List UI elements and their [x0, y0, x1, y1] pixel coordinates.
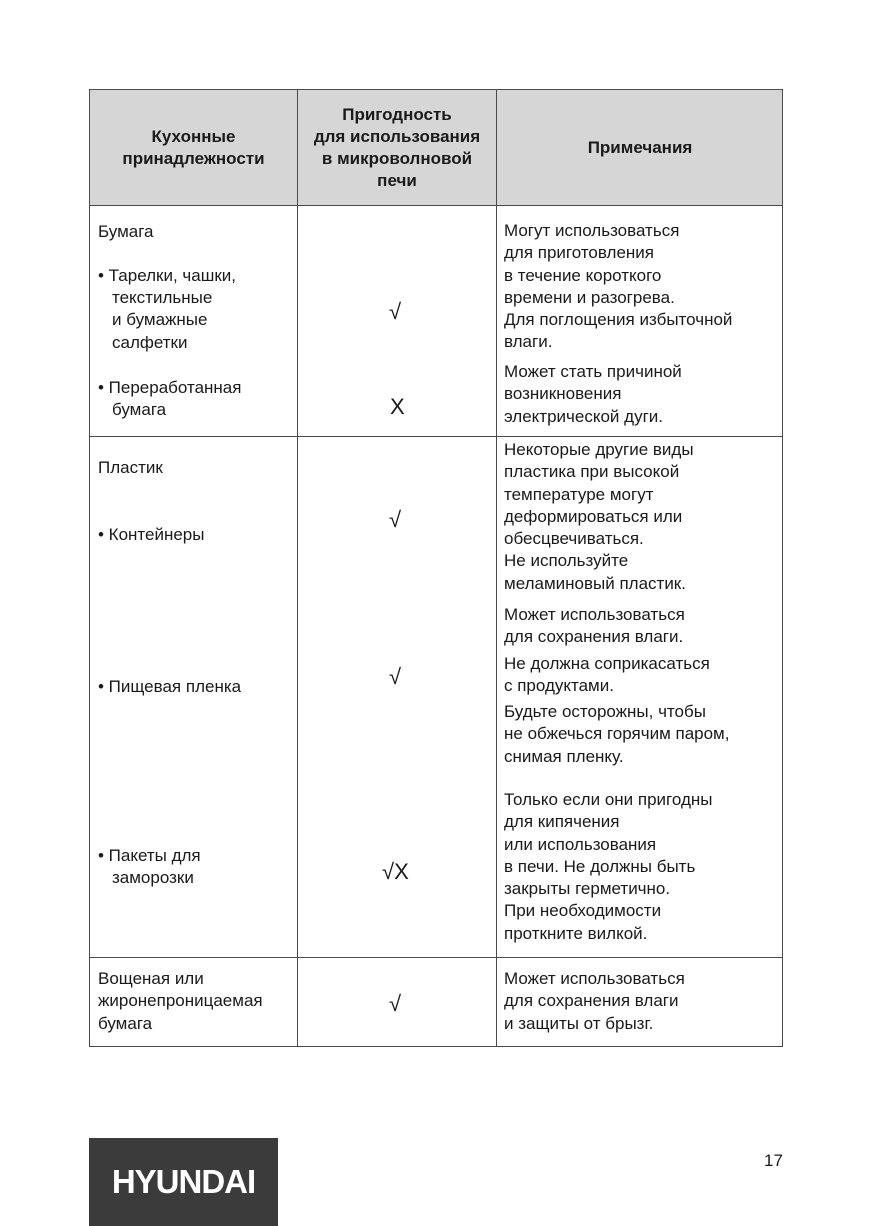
brand-name: HYUNDAI	[111, 1163, 256, 1200]
partially-suitable-mark: √Х	[382, 859, 409, 884]
paper-recycled-note: Может стать причиной возникновения электрической дуги.	[504, 362, 682, 426]
page-number: 17	[764, 1151, 783, 1170]
plastic-freezer-bags-note: Только если они пригодны для кипячения или использования в печи. Не должны быть закрыты герметично. При необходимости проткните вилкой.	[504, 790, 713, 943]
plastic-item-containers: • Контейнеры	[98, 525, 205, 544]
suitable-mark: √	[389, 991, 402, 1016]
paper-title: Бумага	[98, 222, 154, 241]
header-utensils: Кухонные принадлежности	[122, 126, 265, 168]
plastic-film-note-3: Будьте осторожны, чтобы не обжечься горячим паром, снимая пленку.	[504, 702, 730, 766]
table-header	[90, 90, 782, 206]
paper-item-plates-cont: текстильные и бумажные салфетки	[112, 288, 213, 352]
paper-item-recycled-cont: бумага	[112, 400, 167, 419]
plastic-film-note-1: Может использоваться для сохранения влаги.	[504, 605, 685, 647]
column-divider	[297, 90, 298, 1046]
plastic-containers-note: Некоторые другие виды пластика при высокой температуре могут деформироваться или обесцвечиваться. Не используйте меламиновый пластик.	[504, 440, 694, 593]
header-notes: Примечания	[587, 137, 693, 157]
plastic-film-note-2: Не должна соприкасаться с продуктами.	[504, 654, 710, 696]
row-divider	[90, 957, 782, 958]
header-suitability: Пригодность для использования в микроволновой печи	[313, 104, 481, 190]
plastic-title: Пластик	[98, 458, 163, 477]
paper-item-plates: • Тарелки, чашки,	[98, 266, 237, 285]
suitable-mark: √	[389, 299, 402, 324]
wax-paper-note: Может использоваться для сохранения влаги и защиты от брызг.	[504, 969, 685, 1033]
compatibility-table	[89, 89, 783, 1047]
hyundai-logo	[89, 1138, 278, 1226]
row-divider	[90, 436, 782, 437]
wax-paper-title: Вощеная или жиронепроницаемая бумага	[98, 969, 263, 1033]
plastic-item-film: • Пищевая пленка	[98, 677, 242, 696]
paper-plates-note: Могут использоваться для приготовления в течение короткого времени и разогрева. Для поглощения избыточной влаги.	[504, 221, 733, 352]
suitable-mark: √	[389, 664, 402, 689]
unsuitable-mark: Х	[390, 394, 405, 419]
column-divider	[496, 90, 497, 1046]
plastic-item-freezer-bags-cont: заморозки	[112, 868, 194, 887]
plastic-item-freezer-bags: • Пакеты для	[98, 846, 201, 865]
paper-item-recycled: • Переработанная	[98, 378, 242, 397]
suitable-mark: √	[389, 507, 402, 532]
